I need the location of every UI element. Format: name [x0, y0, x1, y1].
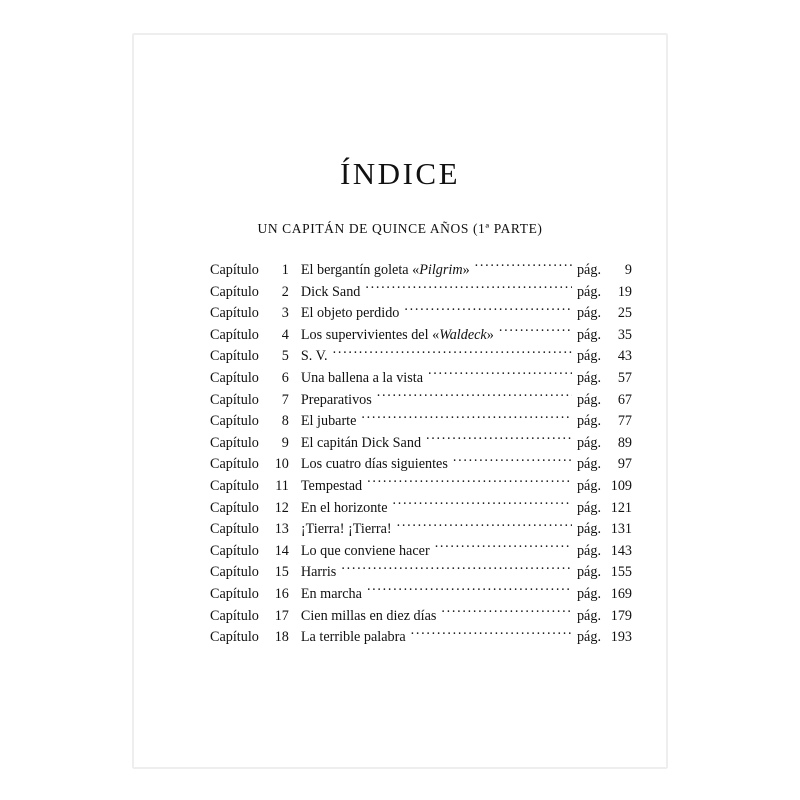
toc-entry-number: 4 [281, 326, 289, 343]
toc-entry-page-number: 179 [610, 607, 632, 624]
toc-entry-title: S. V. [300, 348, 328, 365]
toc-entry[interactable] [134, 282, 666, 304]
toc-entry-chapter-word: Capítulo [210, 283, 259, 300]
toc-entry-chapter-word: Capítulo [210, 456, 259, 473]
toc-entry-chapter-word: Capítulo [210, 499, 259, 516]
toc-entry-number: 12 [274, 499, 289, 516]
toc-entry-title: Preparativos [300, 391, 372, 408]
toc-entry-leader-dots [393, 498, 572, 512]
toc-entry-leader-dots [397, 519, 572, 533]
toc-entry-page-number: 97 [617, 456, 632, 473]
toc-entry-page-number: 121 [610, 499, 632, 516]
toc-entry-chapter-word: Capítulo [210, 305, 259, 322]
page-title: ÍNDICE [339, 156, 461, 191]
toc-entry-chapter-word: Capítulo [210, 348, 259, 365]
toc-entry-page-number: 89 [617, 434, 632, 451]
toc-entry-page-number: 19 [617, 283, 632, 300]
toc-entry-number: 3 [281, 305, 289, 322]
toc-entry-page-word: pág. [576, 477, 601, 494]
toc-entry-page-word: pág. [576, 629, 601, 646]
toc-entry-page-word: pág. [576, 585, 601, 602]
toc-entry-leader-dots [333, 346, 572, 360]
toc-entry-chapter-word: Capítulo [210, 262, 259, 278]
toc-entry-leader-dots [428, 368, 572, 382]
toc-entry-page-number: 25 [617, 305, 632, 322]
toc-entry-title: La terrible palabra [300, 629, 406, 646]
toc-entry-page-number: 131 [610, 521, 632, 538]
toc-entry[interactable] [134, 606, 666, 628]
toc-entry-leader-dots [365, 282, 572, 296]
toc-entry-title: ¡Tierra! ¡Tierra! [300, 521, 392, 538]
toc-entry[interactable] [134, 346, 666, 368]
toc-entry-page-word: pág. [576, 456, 601, 473]
toc-entry-page-word: pág. [576, 262, 601, 278]
toc-entry-page-number: 57 [617, 369, 632, 386]
toc-entry-number: 7 [281, 391, 289, 408]
toc-entry[interactable] [134, 584, 666, 606]
toc-entry[interactable] [134, 519, 666, 541]
toc-entry-leader-dots [367, 584, 572, 598]
toc-entry-page-word: pág. [576, 305, 601, 322]
toc-entry-title: Cien millas en diez días [300, 607, 437, 624]
toc-entry[interactable] [134, 476, 666, 498]
toc-entry-title: Los cuatro días siguientes [300, 456, 448, 473]
toc-entry-title: El capitán Dick Sand [300, 434, 422, 451]
toc-entry-number: 11 [275, 477, 289, 494]
toc-entry-leader-dots [426, 433, 572, 447]
toc-entry-page-number: 155 [610, 564, 632, 581]
toc-entry-number: 6 [281, 369, 289, 386]
toc-entry-leader-dots [341, 562, 572, 576]
toc-entry-page-word: pág. [576, 283, 601, 300]
toc-entry-page-word: pág. [576, 326, 601, 343]
toc-entry-chapter-word: Capítulo [210, 369, 259, 386]
toc-entry[interactable] [134, 627, 666, 649]
toc-entry-page-word: pág. [576, 413, 601, 430]
toc-entry-page-number: 193 [610, 629, 632, 646]
toc-entry-page-word: pág. [576, 564, 601, 581]
toc-list [134, 260, 666, 649]
toc-entry-page-number: 9 [624, 262, 632, 278]
toc-entry-page-word: pág. [576, 542, 601, 559]
toc-entry-title: En el horizonte [300, 499, 388, 516]
toc-entry[interactable] [134, 260, 666, 282]
toc-entry-leader-dots [499, 325, 572, 339]
toc-entry[interactable] [134, 368, 666, 390]
toc-entry-page-number: 67 [617, 391, 632, 408]
toc-entry-title: El bergantín goleta «Pilgrim» [300, 262, 470, 278]
toc-entry-number: 15 [274, 564, 289, 581]
book-page [133, 34, 667, 768]
toc-entry-chapter-word: Capítulo [210, 477, 259, 494]
toc-entry-title: En marcha [300, 585, 362, 602]
toc-entry-title: Los supervivientes del «Waldeck» [300, 326, 494, 343]
toc-entry[interactable] [134, 303, 666, 325]
toc-entry-page-word: pág. [576, 499, 601, 516]
toc-entry-page-word: pág. [576, 391, 601, 408]
toc-entry[interactable] [134, 541, 666, 563]
toc-entry-number: 9 [281, 434, 289, 451]
toc-entry-title: Harris [300, 564, 337, 581]
toc-entry-page-word: pág. [576, 521, 601, 538]
toc-entry-chapter-word: Capítulo [210, 542, 259, 559]
toc-entry-chapter-word: Capítulo [210, 434, 259, 451]
toc-entry[interactable] [134, 498, 666, 520]
toc-entry-leader-dots [453, 454, 572, 468]
toc-entry-leader-dots [441, 606, 572, 620]
toc-entry-number: 16 [274, 585, 289, 602]
toc-entry-leader-dots [404, 303, 572, 317]
toc-entry-number: 10 [274, 456, 289, 473]
toc-entry-page-word: pág. [576, 607, 601, 624]
toc-entry[interactable] [134, 562, 666, 584]
toc-entry-chapter-word: Capítulo [210, 564, 259, 581]
toc-entry[interactable] [134, 411, 666, 433]
toc-entry-chapter-word: Capítulo [210, 326, 259, 343]
toc-entry-chapter-word: Capítulo [210, 413, 259, 430]
toc-entry[interactable] [134, 454, 666, 476]
toc-entry-number: 14 [274, 542, 289, 559]
toc-entry-number: 5 [281, 348, 289, 365]
toc-entry-number: 2 [281, 283, 289, 300]
toc-entry[interactable] [134, 325, 666, 347]
toc-entry-number: 8 [281, 413, 289, 430]
toc-entry-chapter-word: Capítulo [210, 391, 259, 408]
toc-entry-leader-dots [411, 627, 572, 641]
toc-entry-page-number: 35 [617, 326, 632, 343]
toc-entry-page-number: 109 [610, 477, 632, 494]
toc-entry-chapter-word: Capítulo [210, 521, 259, 538]
toc-entry-number: 17 [274, 607, 289, 624]
toc-entry-title: Una ballena a la vista [300, 369, 423, 386]
toc-entry-page-word: pág. [576, 369, 601, 386]
toc-entry-title: El jubarte [300, 413, 357, 430]
toc-entry-page-number: 143 [610, 542, 632, 559]
toc-entry-leader-dots [367, 476, 572, 490]
toc-entry-chapter-word: Capítulo [210, 629, 259, 646]
toc-entry-title: Dick Sand [300, 283, 361, 300]
toc-entry[interactable] [134, 390, 666, 412]
toc-entry-page-number: 77 [617, 413, 632, 430]
toc-entry-title: Tempestad [300, 477, 363, 494]
toc-entry[interactable] [134, 433, 666, 455]
toc-entry-number: 1 [281, 262, 289, 278]
toc-entry-leader-dots [361, 411, 572, 425]
toc-entry-leader-dots [435, 541, 572, 555]
toc-entry-leader-dots [475, 260, 572, 274]
toc-entry-chapter-word: Capítulo [210, 585, 259, 602]
toc-entry-page-word: pág. [576, 434, 601, 451]
toc-entry-number: 18 [274, 629, 289, 646]
toc-entry-title: Lo que conviene hacer [300, 542, 430, 559]
toc-subtitle: UN CAPITÁN DE QUINCE AÑOS (1ª PARTE) [257, 221, 543, 236]
toc-entry-chapter-word: Capítulo [210, 607, 259, 624]
toc-entry-page-number: 169 [610, 585, 632, 602]
toc-entry-page-number: 43 [617, 348, 632, 365]
toc-entry-number: 13 [274, 521, 289, 538]
toc-entry-leader-dots [377, 390, 572, 404]
toc-entry-page-word: pág. [576, 348, 601, 365]
toc-entry-title: El objeto perdido [300, 305, 400, 322]
